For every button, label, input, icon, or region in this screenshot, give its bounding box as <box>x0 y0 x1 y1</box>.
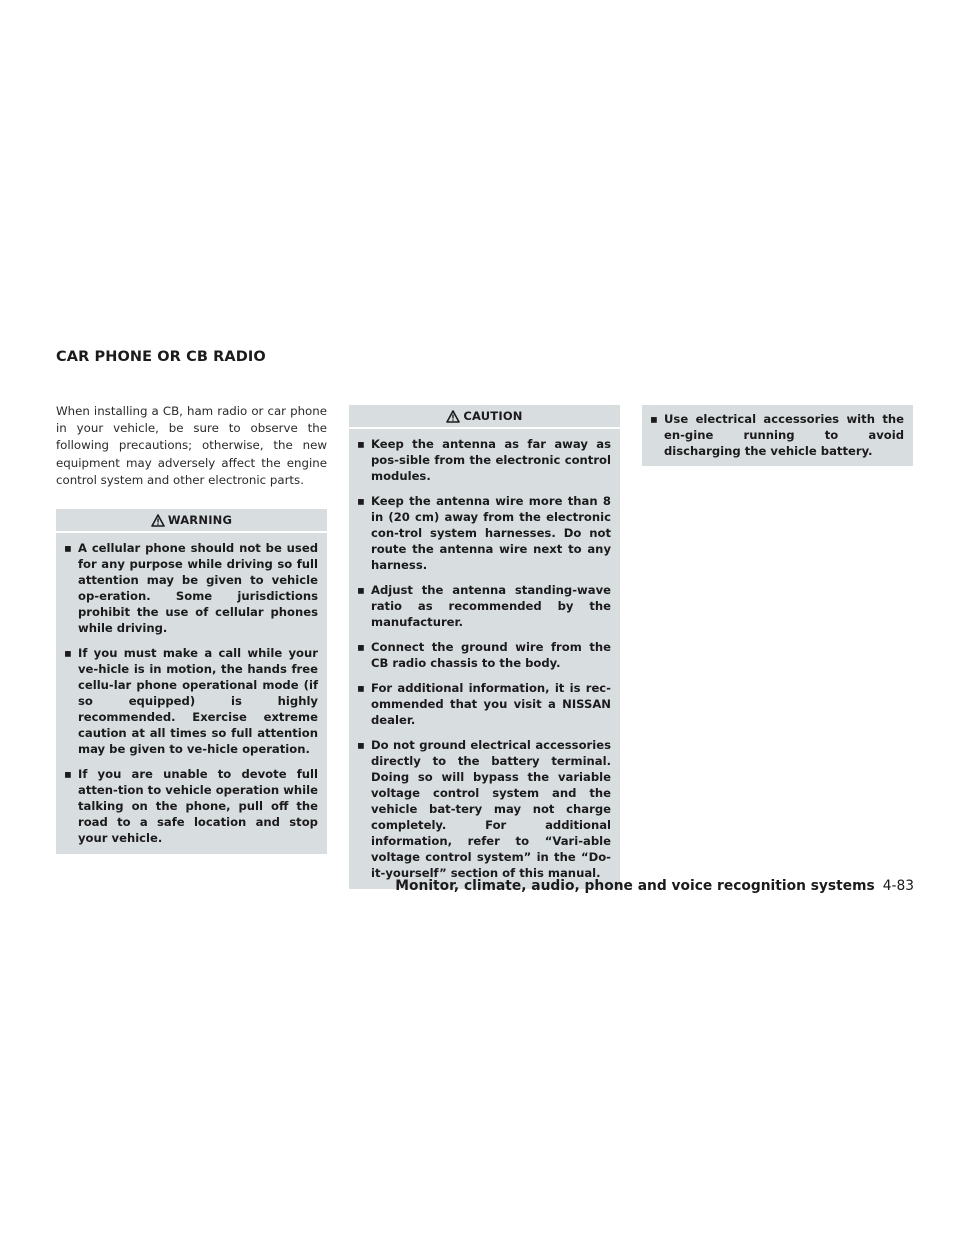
bullet: ▪ <box>357 681 365 695</box>
list-item-text: Do not ground electrical accessories directly to the battery terminal. Doing so will bypass the variable voltage control system and the vehicle bat-tery may not charge completely. For additional information, refer to “Vari-able voltage control system” in the “Do-it-yourself” section of this manual. <box>371 738 611 880</box>
page-number: 4-83 <box>882 878 914 894</box>
caution-list <box>349 429 620 889</box>
list-item <box>357 436 611 484</box>
caution-continued-list <box>642 405 913 466</box>
bullet: ▪ <box>64 767 72 781</box>
bullet: ▪ <box>357 640 365 654</box>
bullet: ▪ <box>650 412 658 426</box>
list-item-text: Connect the ground wire from the CB radio chassis to the body. <box>371 640 611 670</box>
list-item-text: If you must make a call while your ve-hicle is in motion, the hands free cellu-lar phone operational mode (if so equipped) is highly recommended. Exercise extreme caution at all times so full attention may be given to ve-hicle operation. <box>78 646 318 756</box>
list-item <box>64 540 318 636</box>
bullet: ▪ <box>357 583 365 597</box>
list-item <box>357 639 611 671</box>
bullet: ▪ <box>357 738 365 752</box>
warning-triangle-icon <box>151 514 165 527</box>
list-item-text: For additional information, it is rec-ommended that you visit a NISSAN dealer. <box>371 681 611 727</box>
section-title: CAR PHONE OR CB RADIO <box>56 349 266 365</box>
list-item <box>357 680 611 728</box>
page-footer <box>395 878 914 894</box>
caution-label: CAUTION <box>463 409 523 423</box>
list-item-text: Adjust the antenna standing-wave ratio as recommended by the manufacturer. <box>371 583 611 629</box>
bullet: ▪ <box>357 494 365 508</box>
list-item-text: If you are unable to devote full atten-tion to vehicle operation while talking on the phone, pull off the road to a safe location and stop your vehicle. <box>78 767 318 845</box>
caution-header <box>349 405 620 429</box>
list-item-text: Use electrical accessories with the en-gine running to avoid discharging the vehicle battery. <box>664 412 904 458</box>
chapter-title: Monitor, climate, audio, phone and voice recognition systems <box>395 878 875 894</box>
bullet: ▪ <box>64 646 72 660</box>
warning-label: WARNING <box>167 513 233 527</box>
list-item-text: Keep the antenna wire more than 8 in (20 cm) away from the electronic con-trol system harnesses. Do not route the antenna wire next to any harness. <box>371 494 611 572</box>
list-item <box>357 582 611 630</box>
warning-header <box>56 509 327 533</box>
warning-list <box>56 533 327 854</box>
list-item <box>64 766 318 846</box>
bullet: ▪ <box>357 437 365 451</box>
bullet: ▪ <box>64 541 72 555</box>
list-item <box>64 645 318 757</box>
list-item-text: A cellular phone should not be used for any purpose while driving so full attention may be given to vehicle op-eration. Some jurisdictions prohibit the use of cellular phones while driving. <box>78 541 318 635</box>
list-item <box>650 411 904 459</box>
list-item <box>357 737 611 881</box>
warning-triangle-icon <box>446 410 460 423</box>
intro-paragraph: When installing a CB, ham radio or car phone in your vehicle, be sure to observe the following precautions; otherwise, the new equipment may adversely affect the engine control system and other electronic parts. <box>56 404 327 487</box>
caution-box <box>349 405 620 889</box>
warning-box <box>56 509 327 854</box>
list-item <box>357 493 611 573</box>
caution-continued-box <box>642 405 913 466</box>
list-item-text: Keep the antenna as far away as pos-sible from the electronic control modules. <box>371 437 611 483</box>
